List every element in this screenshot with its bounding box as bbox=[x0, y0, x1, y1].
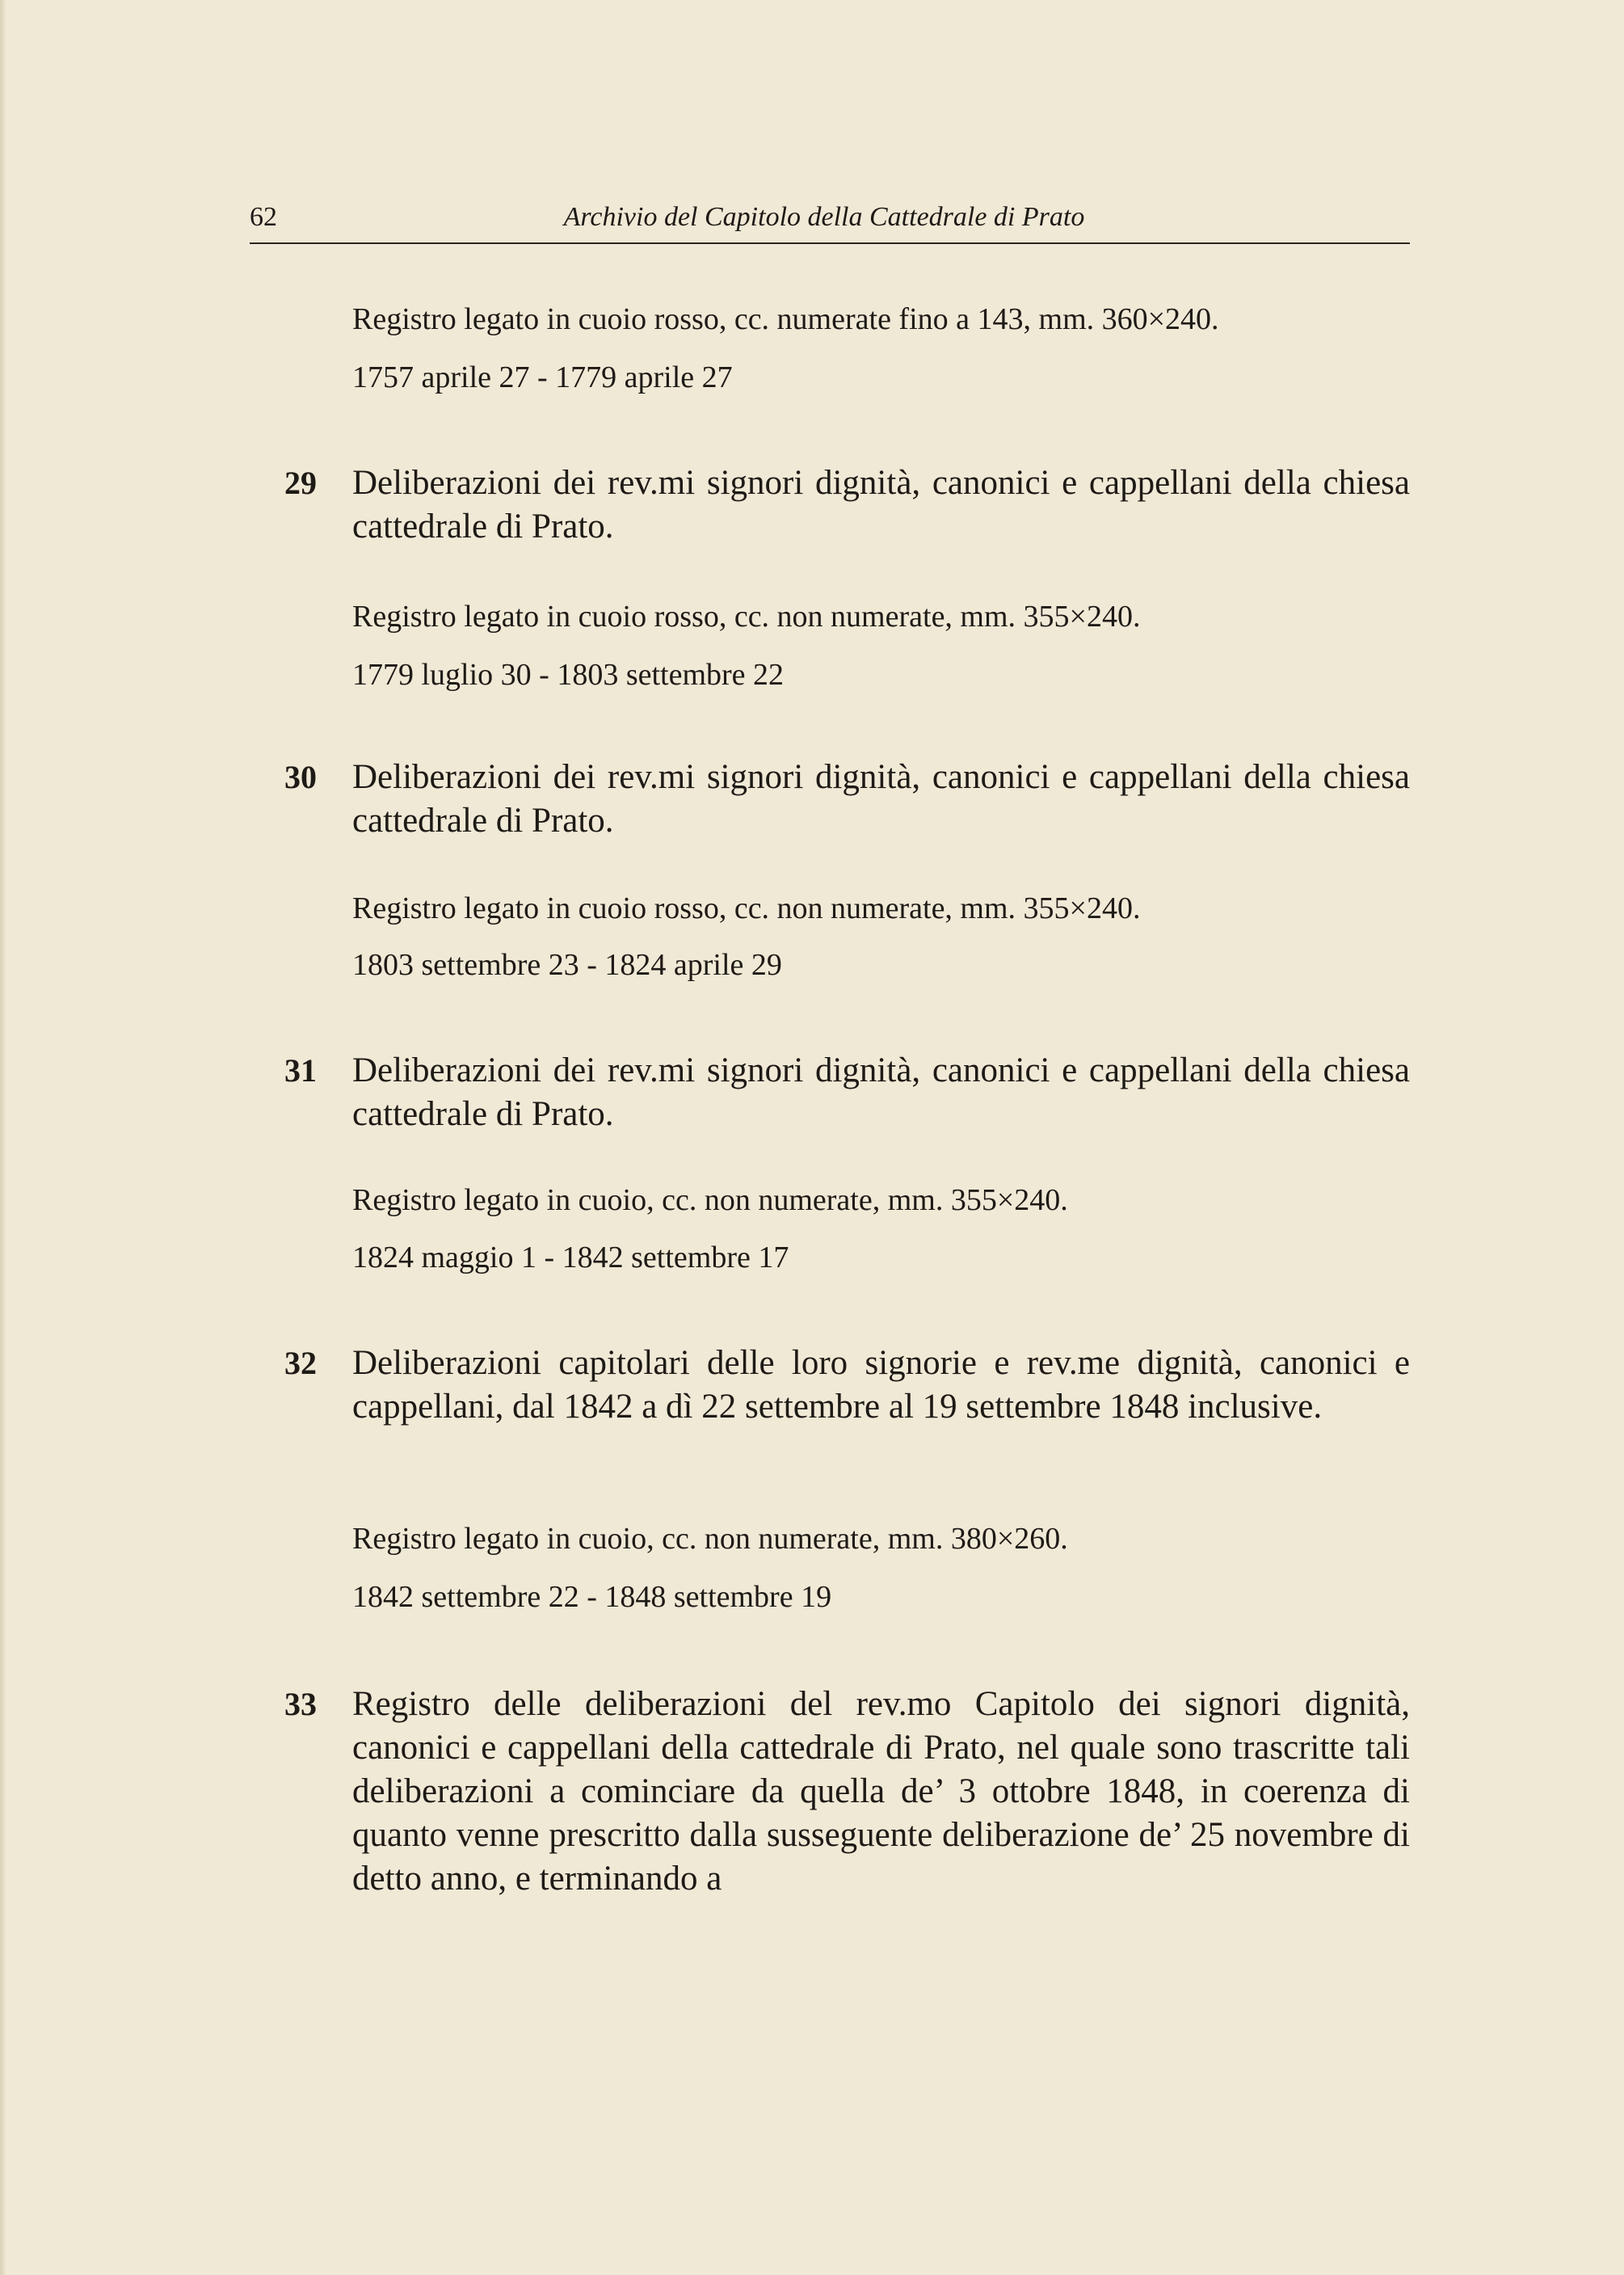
intro-description: Registro legato in cuoio rosso, cc. numerate fino a 143, mm. 360×240. bbox=[352, 302, 1219, 336]
entry-30 bbox=[284, 756, 1410, 843]
entry-32 bbox=[284, 1342, 1410, 1429]
entry-number: 32 bbox=[284, 1345, 317, 1381]
entry-title: Deliberazioni dei rev.mi signori dignità, canonici e cappellani della chiesa cattedrale di Prato. bbox=[352, 1051, 1410, 1133]
entry-number: 30 bbox=[284, 759, 317, 795]
entry-dates: 1842 settembre 22 - 1848 settembre 19 bbox=[352, 1580, 832, 1614]
entry-description: Registro legato in cuoio rosso, cc. non numerate, mm. 355×240. bbox=[352, 891, 1141, 925]
entry-title: Registro delle deliberazioni del rev.mo Capitolo dei signori dignità, canonici e cappellani della cattedrale di Prato, nel quale sono trascritte tali deliberazioni a cominciare da quella de’ 3 ottobre 1848, in coerenza di quanto venne prescritto dalla susseguente deliberazione de’ 25 novembre di detto anno, e terminando a bbox=[352, 1685, 1410, 1898]
entry-description: Registro legato in cuoio, cc. non numerate, mm. 380×260. bbox=[352, 1522, 1068, 1556]
header-rule bbox=[250, 242, 1410, 244]
entry-number: 29 bbox=[284, 465, 317, 501]
entry-title: Deliberazioni capitolari delle loro signorie e rev.me dignità, canonici e cappellani, dal 1842 a dì 22 settembre al 19 settembre 1848 inclusive. bbox=[352, 1344, 1410, 1426]
entry-title: Deliberazioni dei rev.mi signori dignità, canonici e cappellani della chiesa cattedrale di Prato. bbox=[352, 758, 1410, 840]
entry-description: Registro legato in cuoio rosso, cc. non numerate, mm. 355×240. bbox=[352, 600, 1141, 634]
entry-description: Registro legato in cuoio, cc. non numerate, mm. 355×240. bbox=[352, 1183, 1068, 1217]
page-edge bbox=[0, 0, 6, 2275]
entry-dates: 1803 settembre 23 - 1824 aprile 29 bbox=[352, 948, 782, 982]
entry-number: 33 bbox=[284, 1686, 317, 1722]
entry-dates: 1824 maggio 1 - 1842 settembre 17 bbox=[352, 1241, 789, 1274]
running-title: Archivio del Capitolo della Cattedrale di Prato bbox=[563, 202, 1085, 232]
entry-number: 31 bbox=[284, 1052, 317, 1089]
entry-29 bbox=[284, 461, 1410, 549]
entry-dates: 1779 luglio 30 - 1803 settembre 22 bbox=[352, 658, 785, 692]
page-number: 62 bbox=[250, 202, 277, 232]
entry-title: Deliberazioni dei rev.mi signori dignità, canonici e cappellani della chiesa cattedrale di Prato. bbox=[352, 464, 1410, 546]
intro-dates: 1757 aprile 27 - 1779 aprile 27 bbox=[352, 360, 733, 394]
entry-33 bbox=[284, 1683, 1410, 1901]
entry-31 bbox=[284, 1049, 1410, 1136]
